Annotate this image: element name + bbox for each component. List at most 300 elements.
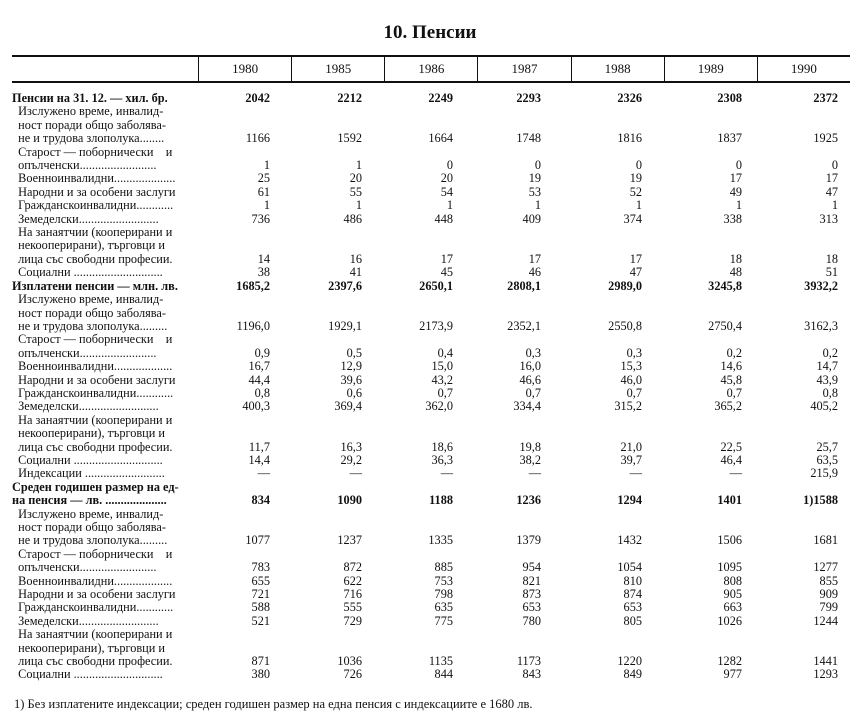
row-label: Народни и за особени заслуги (12, 373, 176, 387)
year-1987: 1987 (478, 57, 571, 81)
cell-1985: 1 (355, 198, 362, 213)
cell-1980 (200, 642, 270, 655)
cell-1990: 2372 (813, 91, 838, 105)
cell-1985: 729 (343, 613, 362, 628)
cell-1987: 873 (522, 587, 541, 602)
row-label: Военноинвалидни................... (12, 360, 173, 374)
cell-1985: 622 (343, 573, 362, 588)
cell-1990: 313 (819, 211, 838, 226)
cell-1980: 1685,2 (236, 278, 270, 293)
cell-1986 (362, 508, 453, 521)
table-row (12, 387, 850, 400)
cell-1980 (200, 105, 270, 118)
cell-1989 (642, 508, 742, 521)
year-1986: 1986 (385, 57, 478, 81)
row-label: Гражданскоинвалидни............ (12, 199, 174, 213)
cell-1980: 14 (257, 251, 270, 266)
cell-1989: 808 (723, 573, 742, 588)
cell-1985 (270, 548, 362, 561)
cell-1990: 0 (831, 158, 838, 173)
cell-1989 (642, 105, 742, 118)
row-label: Социални ............................. (12, 266, 163, 280)
cell-1990: 3932,2 (804, 278, 838, 293)
cell-1987: 780 (522, 613, 541, 628)
row-label: опълченски......................... (12, 346, 157, 360)
table-row (12, 655, 850, 668)
cell-1989: 2750,4 (708, 318, 742, 333)
table-row (12, 628, 850, 641)
cell-1989 (642, 307, 742, 320)
cell-1990: 1293 (813, 667, 838, 682)
cell-1988 (541, 548, 642, 561)
cell-1990: 43,9 (816, 372, 838, 387)
cell-1990 (742, 119, 838, 132)
cell-1988: 1054 (617, 560, 642, 575)
table-row (12, 266, 850, 279)
cell-1985: — (349, 466, 362, 481)
cell-1988 (541, 105, 642, 118)
cell-1986: 2173,9 (419, 318, 453, 333)
table-row (12, 441, 850, 454)
cell-1990 (742, 239, 838, 252)
table-row (12, 521, 850, 534)
cell-1986 (362, 119, 453, 132)
cell-1980: 11,7 (248, 439, 270, 454)
cell-1989 (642, 427, 742, 440)
cell-1990 (742, 427, 838, 440)
row-label: Военноинвалидни.................... (12, 172, 176, 186)
cell-1980 (200, 226, 270, 239)
cell-1987: 1379 (516, 533, 541, 548)
cell-1987 (453, 119, 541, 132)
cell-1989: 14,6 (720, 359, 742, 374)
table-row (12, 494, 850, 507)
cell-1985 (270, 239, 362, 252)
table-row (12, 481, 850, 494)
cell-1987: 16,0 (519, 359, 541, 374)
cell-1987 (453, 414, 541, 427)
table-row (12, 119, 850, 132)
year-1989: 1989 (665, 57, 758, 81)
cell-1989 (642, 481, 742, 494)
cell-1988 (541, 293, 642, 306)
cell-1985: 41 (349, 265, 362, 280)
cell-1986 (362, 226, 453, 239)
row-label: Старост — поборнически и (12, 145, 173, 159)
cell-1987: 0,3 (525, 345, 541, 360)
cell-1988 (541, 239, 642, 252)
cell-1987 (453, 508, 541, 521)
table-row (12, 575, 850, 588)
cell-1989: 48 (729, 265, 742, 280)
cell-1980 (200, 239, 270, 252)
row-label: ност поради общо заболява- (12, 118, 166, 132)
cell-1988 (541, 226, 642, 239)
cell-1988 (541, 642, 642, 655)
table-row (12, 427, 850, 440)
cell-1989: 17 (729, 171, 742, 186)
cell-1980 (200, 293, 270, 306)
cell-1990: 0,8 (822, 385, 838, 400)
cell-1986: 844 (434, 667, 453, 682)
cell-1989 (642, 226, 742, 239)
cell-1988 (541, 521, 642, 534)
cell-1987 (453, 628, 541, 641)
table-row (12, 239, 850, 252)
cell-1985: 486 (343, 211, 362, 226)
cell-1980: 834 (251, 493, 270, 508)
cell-1989 (642, 628, 742, 641)
cell-1988: 0,3 (626, 345, 642, 360)
table-row (12, 146, 850, 159)
cell-1988 (541, 481, 642, 494)
cell-1986 (362, 293, 453, 306)
cell-1989: 45,8 (720, 372, 742, 387)
row-label: на пенсия — лв. .................... (12, 494, 167, 508)
table-row (12, 668, 850, 681)
row-label: Среден годишен размер на ед- (12, 480, 179, 494)
cell-1990: 855 (819, 573, 838, 588)
cell-1989: 663 (723, 600, 742, 615)
cell-1988: 19 (629, 171, 642, 186)
cell-1985: 16,3 (340, 439, 362, 454)
cell-1990: 1925 (813, 131, 838, 146)
cell-1990 (742, 642, 838, 655)
cell-1988 (541, 414, 642, 427)
cell-1985 (270, 226, 362, 239)
cell-1985: 1929,1 (328, 318, 362, 333)
cell-1986 (362, 548, 453, 561)
row-label: Гражданскоинвалидни............ (12, 601, 174, 615)
row-label: Индексации .......................... (12, 467, 165, 481)
row-label: не и трудова злополука......... (12, 319, 168, 333)
cell-1980: 1 (263, 198, 270, 213)
cell-1989: 0,2 (726, 345, 742, 360)
cell-1980 (200, 508, 270, 521)
cell-1985: 726 (343, 667, 362, 682)
cell-1989: 365,2 (714, 399, 742, 414)
cell-1988: 47 (629, 265, 642, 280)
row-label: опълченски......................... (12, 561, 157, 575)
table-row (12, 213, 850, 226)
cell-1987: 46,6 (519, 372, 541, 387)
cell-1988: 17 (629, 251, 642, 266)
row-label: Старост — поборнически и (12, 333, 173, 347)
cell-1985: 555 (343, 600, 362, 615)
cell-1986: — (440, 466, 453, 481)
cell-1990 (742, 628, 838, 641)
table-row (12, 454, 850, 467)
cell-1988: 52 (629, 184, 642, 199)
cell-1988: 0 (635, 158, 642, 173)
cell-1987: 1 (534, 198, 541, 213)
cell-1980: 0,8 (254, 385, 270, 400)
cell-1989 (642, 293, 742, 306)
cell-1988: 1 (635, 198, 642, 213)
cell-1986 (362, 239, 453, 252)
cell-1988: 374 (623, 211, 642, 226)
table-row (12, 534, 850, 547)
cell-1985: 29,2 (340, 452, 362, 467)
cell-1985: 55 (349, 184, 362, 199)
cell-1987: 46 (528, 265, 541, 280)
table-row (12, 400, 850, 413)
cell-1989 (642, 146, 742, 159)
cell-1987: 821 (522, 573, 541, 588)
cell-1987 (453, 642, 541, 655)
cell-1986 (362, 105, 453, 118)
cell-1987: 334,4 (513, 399, 541, 414)
cell-1990: 3162,3 (804, 318, 838, 333)
cell-1985: 2397,6 (328, 278, 362, 293)
cell-1987 (453, 427, 541, 440)
cell-1987: 1748 (516, 131, 541, 146)
cell-1985 (270, 481, 362, 494)
cell-1986: 885 (434, 560, 453, 575)
cell-1986: 45 (440, 265, 453, 280)
table-row (12, 307, 850, 320)
cell-1990 (742, 548, 838, 561)
cell-1989: — (729, 466, 742, 481)
cell-1990: 1441 (813, 654, 838, 669)
cell-1980 (200, 414, 270, 427)
cell-1986 (362, 481, 453, 494)
cell-1985 (270, 427, 362, 440)
cell-1986: 0,4 (437, 345, 453, 360)
cell-1990 (742, 333, 838, 346)
row-label: Земеделски.......................... (12, 614, 159, 628)
cell-1980: 721 (251, 587, 270, 602)
cell-1980: 736 (251, 211, 270, 226)
table-row (12, 333, 850, 346)
cell-1985: 20 (349, 171, 362, 186)
cell-1988: 39,7 (620, 452, 642, 467)
cell-1986: 43,2 (431, 372, 453, 387)
cell-1990: 909 (819, 587, 838, 602)
cell-1985: 1036 (337, 654, 362, 669)
row-label: некооперирани), търговци и (12, 239, 166, 253)
cell-1988: 805 (623, 613, 642, 628)
cell-1988: 315,2 (614, 399, 642, 414)
row-label: опълченски......................... (12, 159, 157, 173)
cell-1988 (541, 146, 642, 159)
cell-1980: 0,9 (254, 345, 270, 360)
cell-1990: 1)1588 (803, 493, 838, 508)
cell-1986 (362, 333, 453, 346)
cell-1986: 362,0 (425, 399, 453, 414)
table-row (12, 601, 850, 614)
cell-1980: — (257, 466, 270, 481)
cell-1986: 1 (446, 198, 453, 213)
cell-1985 (270, 628, 362, 641)
table-row (12, 172, 850, 185)
cell-1987: 653 (522, 600, 541, 615)
cell-1980: 25 (257, 171, 270, 186)
cell-1980 (200, 628, 270, 641)
row-label: Социални ............................. (12, 668, 163, 682)
cell-1980 (200, 119, 270, 132)
table-row (12, 615, 850, 628)
cell-1989: 338 (723, 211, 742, 226)
cell-1980: 61 (257, 184, 270, 199)
cell-1990: 17 (825, 171, 838, 186)
cell-1985: 1237 (337, 533, 362, 548)
cell-1990 (742, 105, 838, 118)
cell-1985 (270, 307, 362, 320)
cell-1986 (362, 146, 453, 159)
cell-1986: 1188 (429, 493, 453, 508)
cell-1986: 0,7 (437, 385, 453, 400)
cell-1985 (270, 333, 362, 346)
cell-1987: 38,2 (519, 452, 541, 467)
cell-1988: 1220 (617, 654, 642, 669)
row-label: Народни и за особени заслуги (12, 185, 176, 199)
header-label-cell (12, 57, 199, 81)
cell-1989: 1401 (717, 493, 742, 508)
cell-1988: — (629, 466, 642, 481)
cell-1985: 16 (349, 251, 362, 266)
cell-1985: 12,9 (340, 359, 362, 374)
cell-1980: 38 (257, 265, 270, 280)
cell-1987: 1236 (516, 493, 541, 508)
cell-1988: 810 (623, 573, 642, 588)
cell-1985 (270, 521, 362, 534)
cell-1989 (642, 548, 742, 561)
table-row (12, 320, 850, 333)
cell-1985: 872 (343, 560, 362, 575)
table-row (12, 508, 850, 521)
cell-1986 (362, 628, 453, 641)
cell-1990: 14,7 (816, 359, 838, 374)
row-label: ност поради общо заболява- (12, 306, 166, 320)
cell-1980: 14,4 (248, 452, 270, 467)
cell-1985: 1 (355, 158, 362, 173)
cell-1989 (642, 119, 742, 132)
cell-1985: 39,6 (340, 372, 362, 387)
cell-1980: 1 (263, 158, 270, 173)
cell-1989: 0 (735, 158, 742, 173)
table-row (12, 374, 850, 387)
cell-1987: 0,7 (525, 385, 541, 400)
cell-1985 (270, 642, 362, 655)
row-label: лица със свободни професии. (12, 655, 173, 669)
cell-1987: 409 (522, 211, 541, 226)
cell-1988: 0,7 (626, 385, 642, 400)
cell-1987: 843 (522, 667, 541, 682)
cell-1988: 1294 (617, 493, 642, 508)
cell-1985 (270, 508, 362, 521)
cell-1980 (200, 333, 270, 346)
cell-1989 (642, 642, 742, 655)
cell-1988: 1432 (617, 533, 642, 548)
cell-1987 (453, 521, 541, 534)
cell-1986: 36,3 (431, 452, 453, 467)
cell-1987: 954 (522, 560, 541, 575)
row-label: Изплатени пенсии — млн. лв. (12, 279, 178, 293)
cell-1980 (200, 307, 270, 320)
cell-1986: 0 (446, 158, 453, 173)
cell-1980: 44,4 (248, 372, 270, 387)
cell-1980 (200, 427, 270, 440)
row-label: Изслужено време, инвалид- (12, 293, 164, 307)
cell-1988: 15,3 (620, 359, 642, 374)
row-label: Гражданскоинвалидни............ (12, 386, 174, 400)
cell-1985: 2212 (337, 91, 362, 105)
cell-1990: 1277 (813, 560, 838, 575)
row-label: Военноинвалидни................... (12, 574, 173, 588)
cell-1988: 653 (623, 600, 642, 615)
table-row (12, 92, 850, 105)
row-label: ност поради общо заболява- (12, 521, 166, 534)
cell-1980: 400,3 (242, 399, 270, 414)
cell-1986 (362, 307, 453, 320)
cell-1986: 753 (434, 573, 453, 588)
cell-1987: 19,8 (519, 439, 541, 454)
table-row (12, 186, 850, 199)
cell-1980 (200, 146, 270, 159)
row-label: лица със свободни професии. (12, 252, 173, 266)
cell-1988 (541, 508, 642, 521)
cell-1987 (453, 239, 541, 252)
cell-1986 (362, 642, 453, 655)
table-row (12, 588, 850, 601)
year-1990: 1990 (790, 61, 817, 76)
cell-1990: 63,5 (816, 452, 838, 467)
cell-1987 (453, 333, 541, 346)
cell-1988: 849 (623, 667, 642, 682)
cell-1987: 2352,1 (507, 318, 541, 333)
cell-1986: 1664 (428, 131, 453, 146)
cell-1987: 53 (528, 184, 541, 199)
footnote: 1) Без изплатените индексации; среден годишен размер на една пенсия с индексациите е 1680 лв. (14, 697, 533, 711)
table-row (12, 226, 850, 239)
row-label: некооперирани), търговци и (12, 427, 166, 441)
cell-1990: 0,2 (822, 345, 838, 360)
table-row (12, 347, 850, 360)
cell-1990: 1681 (813, 533, 838, 548)
table-row (12, 467, 850, 480)
cell-1988: 2989,0 (608, 278, 642, 293)
cell-1988 (541, 119, 642, 132)
cell-1986: 1335 (428, 533, 453, 548)
cell-1990 (742, 508, 838, 521)
table-row (12, 159, 850, 172)
cell-1985: 716 (343, 587, 362, 602)
cell-1986: 798 (434, 587, 453, 602)
table-row (12, 360, 850, 373)
cell-1987 (453, 105, 541, 118)
year-1980: 1980 (199, 57, 292, 81)
cell-1988: 2550,8 (608, 318, 642, 333)
table-row (12, 132, 850, 145)
cell-1986: 2249 (428, 91, 453, 105)
table-title: 10. Пенсии (383, 22, 477, 43)
cell-1986: 18,6 (431, 439, 453, 454)
row-label: Земеделски.......................... (12, 400, 159, 414)
table-row (12, 280, 850, 293)
cell-1989: 1026 (717, 613, 742, 628)
cell-1990 (742, 307, 838, 320)
cell-1986: 635 (434, 600, 453, 615)
cell-1980: 1166 (245, 131, 270, 146)
cell-1980: 1077 (245, 533, 270, 548)
cell-1988: 874 (623, 587, 642, 602)
row-label: На занаятчии (кооперирани и (12, 226, 173, 240)
row-label: Земеделски.......................... (12, 212, 159, 226)
cell-1985 (270, 146, 362, 159)
cell-1989: 0,7 (726, 385, 742, 400)
row-label: Народни и за особени заслуги (12, 588, 176, 602)
